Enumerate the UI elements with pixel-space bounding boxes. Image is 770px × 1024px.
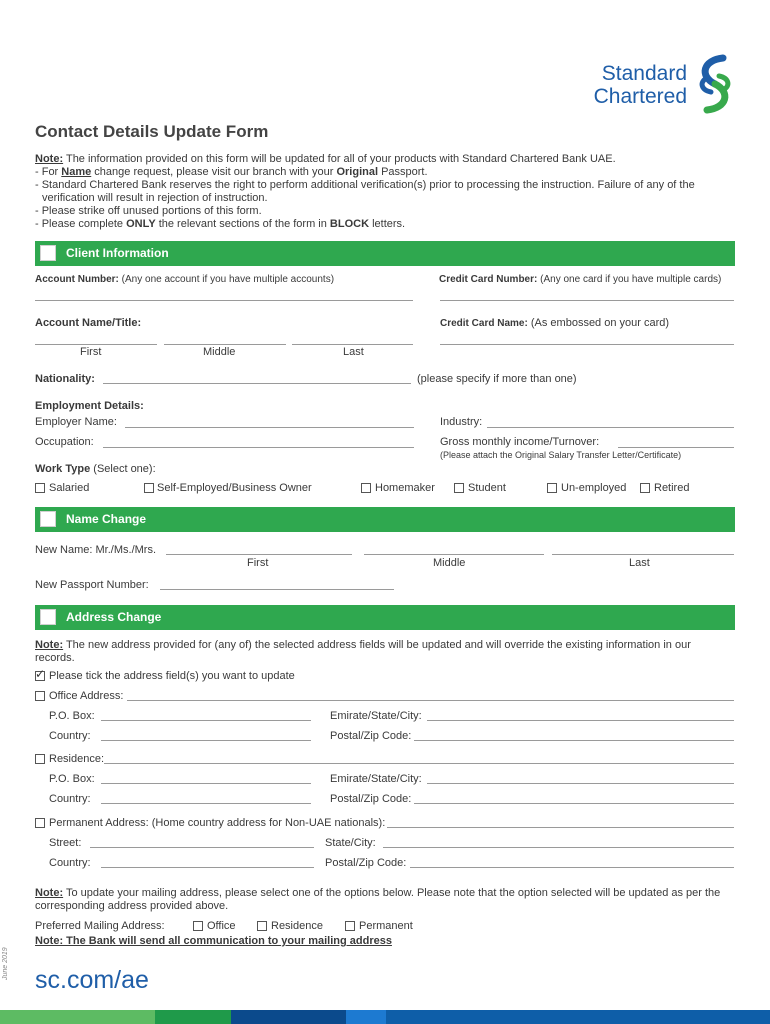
address-note-text: The new address provided for (any of) the selected address fields will be updated and will override the existing information in our records. (35, 639, 691, 664)
nationality-label: Nationality: (35, 373, 95, 385)
pref-residence-label: Residence (271, 920, 323, 932)
retired-checkbox[interactable] (640, 483, 650, 493)
account-name-first-field[interactable] (35, 344, 157, 345)
permanent-state-field[interactable] (383, 847, 734, 848)
residence-label: Residence: (49, 753, 105, 765)
unemployed-label: Un-employed (561, 482, 627, 494)
permanent-street-field[interactable] (90, 847, 314, 848)
student-checkbox[interactable] (454, 483, 464, 493)
brand-line-2: Chartered (593, 85, 687, 108)
footer-bar-navy (231, 1010, 346, 1024)
permanent-address-label: Permanent Address: (Home country address for Non-UAE nationals): (49, 817, 386, 829)
self-employed-label: Self-Employed/Business Owner (157, 482, 312, 494)
credit-card-name-field[interactable] (440, 344, 734, 345)
mailing-note-label: Note: (35, 887, 64, 899)
section-address-change (35, 605, 735, 630)
residence-po-box-field[interactable] (101, 783, 311, 784)
footer-bar-green (0, 1010, 155, 1024)
intro-note (35, 153, 737, 231)
permanent-country-label: Country: (49, 857, 91, 869)
employer-name-field[interactable] (125, 427, 414, 428)
first-caption: First (80, 346, 102, 358)
new-name-first-caption: First (247, 557, 269, 569)
pref-residence-checkbox[interactable] (257, 921, 267, 931)
employer-name-label: Employer Name: (35, 416, 117, 428)
residence-field[interactable] (104, 763, 734, 764)
work-type-hint: (Select one): (90, 463, 156, 475)
office-postal-label: Postal/Zip Code: (330, 730, 412, 742)
note-b1-name: Name (61, 166, 92, 178)
footer-color-bar (0, 1010, 770, 1024)
note-b4-end: letters. (369, 218, 406, 230)
office-emirate-label: Emirate/State/City: (330, 710, 422, 722)
office-address-checkbox[interactable] (35, 691, 45, 701)
bank-communication-note: Note: The Bank will send all communication to your mailing address (35, 935, 392, 947)
client-info-header: Client Information (66, 246, 169, 260)
gross-income-field[interactable] (618, 447, 734, 448)
retired-label: Retired (654, 482, 690, 494)
unemployed-checkbox[interactable] (547, 483, 557, 493)
residence-checkbox[interactable] (35, 754, 45, 764)
client-info-checkbox[interactable] (40, 245, 56, 261)
residence-emirate-label: Emirate/State/City: (330, 773, 422, 785)
residence-postal-field[interactable] (414, 803, 734, 804)
preferred-mailing-label: Preferred Mailing Address: (35, 920, 165, 932)
residence-po-box-label: P.O. Box: (49, 773, 95, 785)
salaried-label: Salaried (49, 482, 90, 494)
credit-card-number-label (439, 274, 721, 285)
name-change-checkbox[interactable] (40, 511, 56, 527)
permanent-country-field[interactable] (101, 867, 314, 868)
mailing-note (35, 887, 725, 913)
gross-income-label: Gross monthly income/Turnover: (440, 436, 600, 448)
address-change-checkbox[interactable] (40, 609, 56, 625)
section-client-information (35, 241, 735, 266)
office-emirate-field[interactable] (427, 720, 734, 721)
note-intro: The information provided on this form will be updated for all of your products with Standard Chartered Bank UAE. (65, 153, 616, 165)
footer-bar-lightblue (386, 1010, 770, 1024)
salaried-checkbox[interactable] (35, 483, 45, 493)
note-b3: - Please strike off unused portions of this form. (35, 205, 262, 217)
occupation-label: Occupation: (35, 436, 94, 448)
homemaker-label: Homemaker (375, 482, 435, 494)
homemaker-checkbox[interactable] (361, 483, 371, 493)
address-note-label: Note: (35, 639, 64, 651)
new-name-last-field[interactable] (552, 554, 734, 555)
permanent-state-label: State/City: (325, 837, 376, 849)
credit-card-name-label (440, 317, 669, 329)
office-postal-field[interactable] (414, 740, 734, 741)
name-change-header: Name Change (66, 512, 147, 526)
income-hint: (Please attach the Original Salary Transfer Letter/Certificate) (440, 450, 682, 460)
new-name-first-field[interactable] (166, 554, 352, 555)
occupation-field[interactable] (103, 447, 414, 448)
acc-no-label: Account Number: (35, 274, 119, 285)
cc-no-label: Credit Card Number: (439, 274, 538, 285)
new-name-label: New Name: Mr./Ms./Mrs. (35, 544, 157, 556)
acc-no-hint: (Any one account if you have multiple accounts) (118, 274, 335, 285)
permanent-address-field[interactable] (387, 827, 734, 828)
note-b1-mid: change request, please visit our branch with your (91, 166, 337, 178)
permanent-postal-field[interactable] (410, 867, 734, 868)
note-b4-block: BLOCK (329, 218, 370, 230)
footer-date: June 2019 (2, 947, 9, 980)
note-b2: - Standard Chartered Bank reserves the right to perform additional verification(s) prior to processing the instruction. Failure of any of the verification will result in rejection of instruction. (35, 179, 695, 204)
footer-url[interactable]: sc.com/ae (35, 966, 149, 994)
standard-chartered-logo-icon (693, 54, 737, 114)
note-b4-pre: - Please complete (35, 218, 127, 230)
office-country-field[interactable] (101, 740, 311, 741)
residence-country-field[interactable] (101, 803, 311, 804)
cc-name-hint: (As embossed on your card) (527, 317, 670, 329)
pref-permanent-label: Permanent (359, 920, 413, 932)
new-passport-label: New Passport Number: (35, 579, 149, 591)
pref-permanent-checkbox[interactable] (345, 921, 355, 931)
work-type-label (35, 463, 156, 475)
office-country-label: Country: (49, 730, 91, 742)
new-name-middle-field[interactable] (364, 554, 544, 555)
cc-name-label: Credit Card Name: (440, 318, 528, 329)
pref-office-checkbox[interactable] (193, 921, 203, 931)
brand-line-1: Standard (601, 62, 687, 85)
employment-details-label: Employment Details: (35, 400, 144, 412)
new-name-last-caption: Last (629, 557, 650, 569)
nationality-field[interactable] (103, 383, 411, 384)
residence-country-label: Country: (49, 793, 91, 805)
permanent-address-checkbox[interactable] (35, 818, 45, 828)
note-b1-pre: - For (35, 166, 62, 178)
account-name-label: Account Name/Title: (35, 317, 142, 329)
industry-field[interactable] (487, 427, 734, 428)
permanent-postal-label: Postal/Zip Code: (325, 857, 407, 869)
brand-name (575, 62, 687, 108)
new-name-middle-caption: Middle (433, 557, 466, 569)
credit-card-number-field[interactable] (440, 300, 734, 301)
pref-office-label: Office (207, 920, 236, 932)
residence-emirate-field[interactable] (427, 783, 734, 784)
mailing-note-text: To update your mailing address, please select one of the options below. Please note that the option selected will be updated as per the corresponding address provided above. (35, 887, 721, 912)
footer-bar-darkgreen (155, 1010, 231, 1024)
note-b4-only: ONLY (126, 218, 156, 230)
account-name-middle-field[interactable] (164, 344, 286, 345)
footer-bar-blue (346, 1010, 386, 1024)
middle-caption: Middle (203, 346, 236, 358)
account-number-field[interactable] (35, 300, 413, 301)
office-address-field[interactable] (127, 700, 734, 701)
account-number-label (35, 274, 334, 285)
tick-instruction: Please tick the address field(s) you want to update (49, 670, 295, 682)
office-address-label: Office Address: (49, 690, 124, 702)
office-po-box-label: P.O. Box: (49, 710, 95, 722)
self-employed-checkbox[interactable] (144, 483, 154, 493)
industry-label: Industry: (440, 416, 483, 428)
office-po-box-field[interactable] (101, 720, 311, 721)
student-label: Student (468, 482, 506, 494)
note-b1-end: Passport. (378, 166, 428, 178)
address-change-header: Address Change (66, 610, 162, 624)
section-name-change (35, 507, 735, 532)
note-label: Note: (35, 153, 64, 165)
residence-postal-label: Postal/Zip Code: (330, 793, 412, 805)
tick-mark-icon: ✓ (35, 667, 46, 681)
permanent-street-label: Street: (49, 837, 82, 849)
page-title: Contact Details Update Form (35, 122, 269, 141)
account-name-last-field[interactable] (292, 344, 413, 345)
cc-no-hint: (Any one card if you have multiple cards) (537, 274, 722, 285)
new-passport-field[interactable] (160, 589, 394, 590)
note-b1-bold: Original (336, 166, 379, 178)
last-caption: Last (343, 346, 364, 358)
work-type-bold: Work Type (35, 463, 91, 475)
nationality-hint: (please specify if more than one) (417, 373, 577, 385)
note-b4-mid: the relevant sections of the form in (155, 218, 330, 230)
address-note (35, 639, 725, 665)
